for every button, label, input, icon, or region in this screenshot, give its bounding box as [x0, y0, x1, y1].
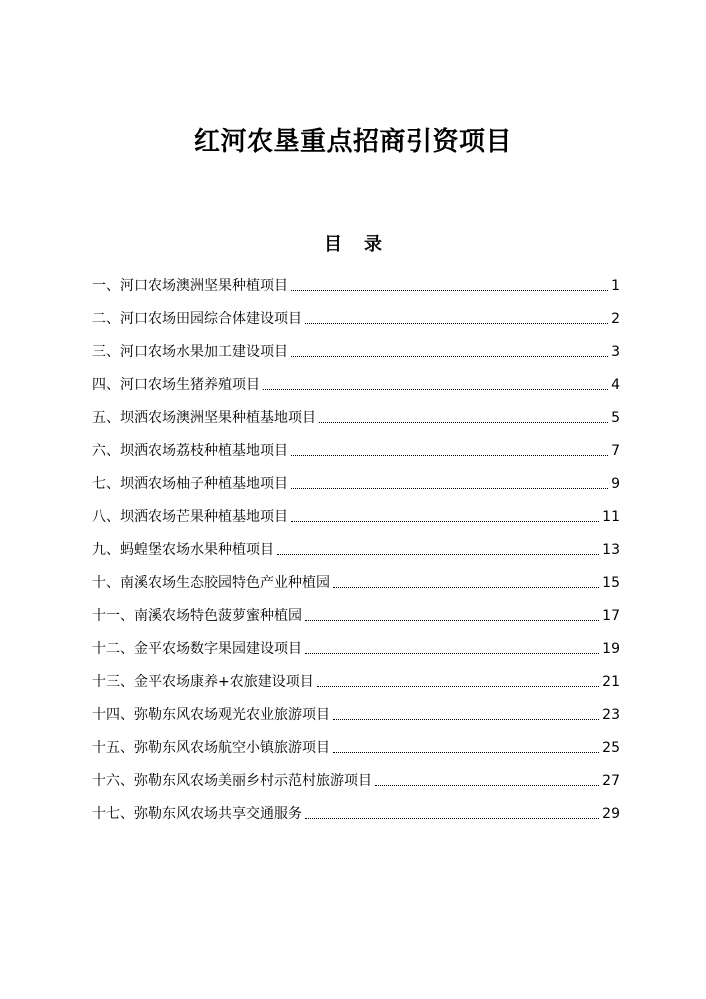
toc-entry-title: 十六、弥勒东风农场美丽乡村示范村旅游项目: [92, 773, 372, 789]
toc-entry[interactable]: [92, 563, 620, 596]
dot-leader: [317, 686, 599, 687]
toc-entry-title: 五、坝洒农场澳洲坚果种植基地项目: [92, 410, 316, 426]
toc-entry-title: 十一、南溪农场特色菠萝蜜种植园: [92, 608, 302, 624]
toc-entry-page: 4: [611, 377, 620, 393]
toc-heading-char-2: 录: [364, 234, 382, 255]
toc-entry-title: 二、河口农场田园综合体建设项目: [92, 311, 302, 327]
toc-entry[interactable]: [92, 299, 620, 332]
toc-entry-page: 11: [602, 509, 620, 525]
toc-entry[interactable]: [92, 266, 620, 299]
toc-entry-page: 7: [611, 443, 620, 459]
dot-leader: [291, 488, 608, 489]
toc-entry-title: 十七、弥勒东风农场共享交通服务: [92, 806, 302, 822]
dot-leader: [305, 818, 599, 819]
toc-entry[interactable]: [92, 365, 620, 398]
dot-leader: [305, 653, 599, 654]
document-title: 红河农垦重点招商引资项目: [193, 127, 512, 157]
toc-entry-page: 17: [602, 608, 620, 624]
toc-entry-page: 29: [602, 806, 620, 822]
dot-leader: [305, 620, 599, 621]
toc-entry[interactable]: [92, 695, 620, 728]
dot-leader: [333, 752, 599, 753]
toc-entry-page: 1: [611, 278, 620, 294]
dot-leader: [319, 422, 608, 423]
toc-entry-title: 十三、金平农场康养+农旅建设项目: [92, 674, 314, 690]
toc-entry-title: 四、河口农场生猪养殖项目: [92, 377, 260, 393]
toc-entry-title: 十二、金平农场数字果园建设项目: [92, 641, 302, 657]
toc-heading: [0, 232, 706, 258]
toc-entry-page: 23: [602, 707, 620, 723]
dot-leader: [333, 719, 599, 720]
toc-entry-page: 19: [602, 641, 620, 657]
toc-entry-page: 13: [602, 542, 620, 558]
toc-entry-title: 十四、弥勒东风农场观光农业旅游项目: [92, 707, 330, 723]
toc-entry-title: 三、河口农场水果加工建设项目: [92, 344, 288, 360]
toc-entry[interactable]: [92, 629, 620, 662]
toc-entry-title: 九、蚂蝗堡农场水果种植项目: [92, 542, 274, 558]
toc-entry[interactable]: [92, 794, 620, 827]
toc-entry[interactable]: [92, 464, 620, 497]
toc-entry-title: 八、坝洒农场芒果种植基地项目: [92, 509, 288, 525]
toc-entry[interactable]: [92, 530, 620, 563]
toc-entry[interactable]: [92, 398, 620, 431]
toc-heading-char-1: 目: [324, 234, 342, 255]
dot-leader: [305, 323, 608, 324]
dot-leader: [333, 587, 599, 588]
dot-leader: [291, 290, 608, 291]
toc-entry[interactable]: [92, 662, 620, 695]
toc-entry[interactable]: [92, 596, 620, 629]
dot-leader: [291, 521, 599, 522]
dot-leader: [375, 785, 599, 786]
toc-entry-title: 七、坝洒农场柚子种植基地项目: [92, 476, 288, 492]
toc-entry-title: 十、南溪农场生态胶园特色产业种植园: [92, 575, 330, 591]
toc-entry-title: 一、河口农场澳洲坚果种植项目: [92, 278, 288, 294]
toc-entry-page: 9: [611, 476, 620, 492]
dot-leader: [263, 389, 608, 390]
toc-entry-title: 六、坝洒农场荔枝种植基地项目: [92, 443, 288, 459]
toc-entry[interactable]: [92, 431, 620, 464]
dot-leader: [291, 455, 608, 456]
toc-entry[interactable]: [92, 497, 620, 530]
toc-list: [92, 266, 620, 827]
dot-leader: [291, 356, 608, 357]
toc-entry-page: 21: [602, 674, 620, 690]
toc-entry-page: 3: [611, 344, 620, 360]
toc-entry-page: 25: [602, 740, 620, 756]
dot-leader: [277, 554, 599, 555]
toc-entry-page: 2: [611, 311, 620, 327]
toc-entry-title: 十五、弥勒东风农场航空小镇旅游项目: [92, 740, 330, 756]
toc-entry-page: 15: [602, 575, 620, 591]
toc-entry[interactable]: [92, 332, 620, 365]
toc-entry[interactable]: [92, 728, 620, 761]
toc-entry[interactable]: [92, 761, 620, 794]
toc-entry-page: 5: [611, 410, 620, 426]
toc-entry-page: 27: [602, 773, 620, 789]
